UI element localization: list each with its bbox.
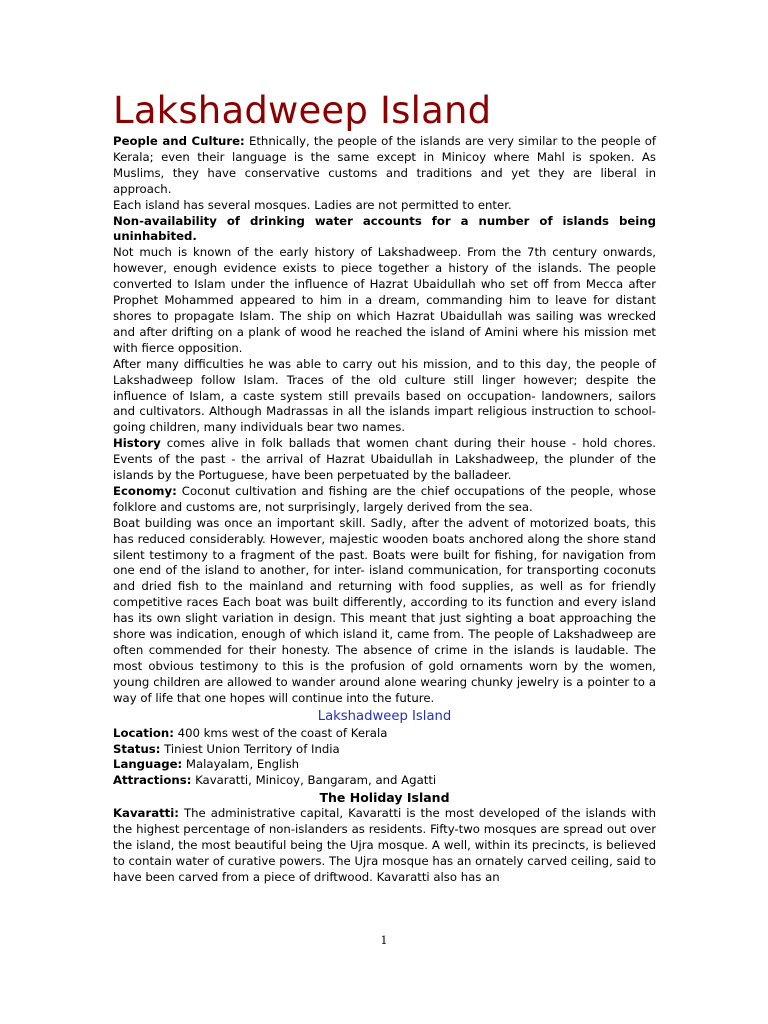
fact-language-value: Malayalam, English [182, 757, 300, 772]
economy-label: Economy: [113, 483, 177, 498]
economy-text: Coconut cultivation and fishing are the chief occupations of the people, whose folklore and customs are, not surprisingly, largely derived from the sea. [113, 483, 656, 514]
holiday-island-heading: The Holiday Island [319, 790, 450, 806]
history-label: History [113, 436, 161, 451]
fact-attractions-label: Attractions: [113, 773, 192, 788]
economy-paragraph [113, 484, 656, 516]
kavaratti-text: The administrative capital, Kavaratti is the most developed of the islands with the highest percentage of non-islanders as residents. Fifty-two mosques are spread out over the island, the most beautiful being the Ujra mosque. A well, within its precincts, is believed to contain water of curative powers. The Ujra mosque has an ornately carved ceiling, said to have been carved from a piece of driftwood. Kavaratti also has an [113, 806, 656, 884]
people-culture-text: Ethnically, the people of the islands are very similar to the people of Kerala; even their language is the same except in Minicoy where Mahl is spoken. As Muslims, they have conservative customs and traditions and yet they are liberal in approach. [113, 134, 656, 196]
fact-status [113, 742, 656, 758]
people-culture-paragraph [113, 134, 656, 198]
fact-status-label: Status: [113, 741, 161, 756]
fact-attractions-value: Kavaratti, Minicoy, Bangaram, and Agatti [191, 773, 437, 788]
fact-status-value: Tiniest Union Territory of India [160, 741, 340, 756]
fact-location [113, 726, 656, 742]
drinking-water-paragraph: Non-availability of drinking water accounts for a number of islands being uninhabited. [113, 213, 656, 244]
fact-location-value: 400 kms west of the coast of Kerala [173, 725, 388, 740]
kavaratti-label: Kavaratti: [113, 806, 179, 821]
mosques-paragraph: Each island has several mosques. Ladies are not permitted to enter. [113, 197, 512, 212]
kavaratti-paragraph [113, 806, 656, 886]
subtitle-heading: Lakshadweep Island [317, 708, 452, 724]
page-number: 1 [380, 934, 388, 947]
people-culture-label: People and Culture: [113, 134, 245, 148]
fact-language [113, 757, 656, 773]
fact-location-label: Location: [113, 725, 174, 740]
fact-language-label: Language: [113, 757, 183, 772]
islam-paragraph: After many difficulties he was able to carry out his mission, and to this day, the people of Lakshadweep follow Islam. Traces of the old culture still linger however; despite the influence of Islam, a caste system still prevails based on occupation- landowners, sailors and cultivators. Although Madrassas in all the islands impart religious instruction to school-going children, many individuals bear two names. [113, 356, 656, 435]
document-body [113, 88, 656, 886]
boat-building-paragraph: Boat building was once an important skill. Sadly, after the advent of motorized boats, this has reduced considerably. However, majestic wooden boats anchored along the shore stand silent testimony to a fragment of the past. Boats were built for fishing, for navigation from one end of the island to another, for inter- island communication, for transporting coconuts and dried fish to the mainland and returning with food supplies, as well as for friendly competitive races Each boat was built differently, according to its function and every island has its own slight variation in design. This meant that just sighting a boat approaching the shore was indication, enough of which island it, came from. The people of Lakshadweep are often commended for their honesty. The absence of crime in the islands is laudable. The most obvious testimony to this is the profusion of gold ornaments worn by the women, young children are allowed to wander around alone wearing chunky jewelry is a pointer to a way of life that one hopes will continue into the future. [113, 515, 656, 705]
history-text: comes alive in folk ballads that women chant during their house - hold chores. Events of the past - the arrival of Hazrat Ubaidullah in Lakshadweep, the plunder of the islands by the Portuguese, have been perpetuated by the balladeer. [113, 436, 656, 483]
early-history-paragraph: Not much is known of the early history of Lakshadweep. From the 7th century onwards, however, enough evidence exists to piece together a history of the islands. The people converted to Islam under the influence of Hazrat Ubaidullah who set off from Mecca after Prophet Mohammed appeared to him in a dream, commanding him to leave for distant shores to propagate Islam. The ship on which Hazrat Ubaidullah was sailing was wrecked and after drifting on a plank of wood he reached the island of Amini where his mission met with fierce opposition. [113, 245, 656, 355]
page-title: Lakshadweep Island [113, 89, 492, 132]
history-paragraph [113, 436, 656, 484]
fact-attractions [113, 773, 656, 789]
